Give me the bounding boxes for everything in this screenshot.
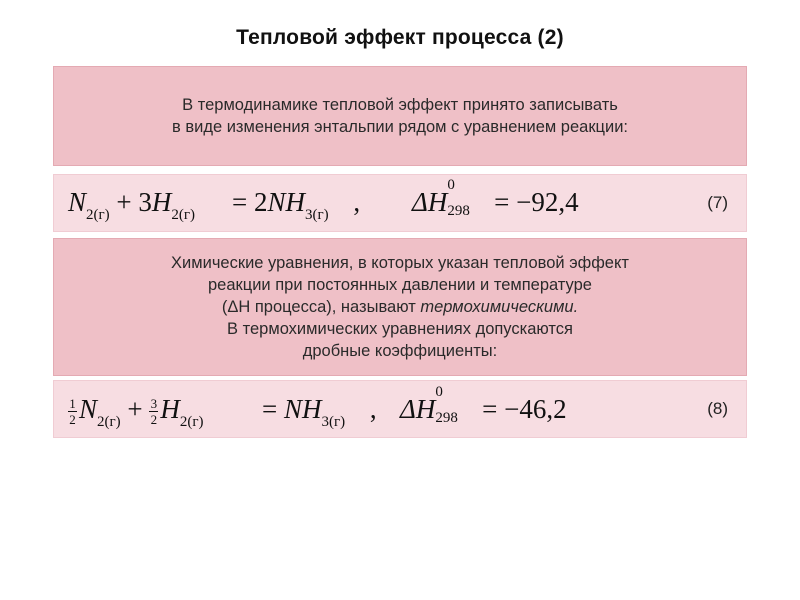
eq7-h2-state: 2(г) (171, 207, 196, 223)
eq8-delta-h-sub: 298 (435, 410, 458, 426)
eq8-frac-1-num: 1 (69, 396, 76, 412)
equation-8-enthalpy (400, 384, 567, 426)
eq8-comma: , (369, 394, 377, 424)
eq8-delta-h-sup: 0 (435, 384, 443, 400)
equation-7-enthalpy (412, 177, 579, 219)
intro-line-1: В термодинамике тепловой эффект принято записывать (182, 96, 618, 114)
eq8-frac-2 (149, 397, 158, 426)
thermochem-box (53, 238, 747, 376)
eq7-comma: , (353, 187, 361, 217)
intro-box (53, 66, 747, 166)
para-line-3: (ΔH процесса), называют (221, 298, 416, 316)
para-line-5: В термохимических уравнениях допускаются (227, 320, 573, 338)
eq7-delta-h-sup: 0 (447, 177, 455, 193)
eq8-value: = −46,2 (482, 394, 567, 424)
para-line-1: Химические уравнения, в которых указан тепловой эффект (171, 254, 629, 272)
eq7-nh3: NH (267, 187, 305, 217)
para-line-3-wrap (222, 296, 578, 318)
eq8-n2-state: 2(г) (97, 414, 121, 430)
eq7-plus: + 3 (116, 187, 152, 217)
equation-7-lhs (68, 187, 195, 224)
eq7-equals: = 2 (232, 187, 268, 217)
para-term-italic: термохимическими. (420, 298, 579, 316)
eq8-h2-state: 2(г) (179, 414, 204, 430)
eq8-frac-2-den: 2 (150, 412, 158, 428)
eq8-n2: N (79, 394, 98, 424)
eq8-frac-1-den: 2 (69, 412, 76, 428)
eq8-equals: = (262, 394, 278, 424)
equation-7-rhs (232, 187, 360, 224)
page-title: Тепловой эффект процесса (2) (236, 26, 564, 49)
eq7-h2: H (151, 187, 172, 217)
eq7-value: = −92,4 (494, 187, 579, 217)
eq8-h2: H (160, 394, 180, 424)
eq8-frac-1 (68, 397, 77, 426)
eq8-delta-h: ΔH (400, 394, 436, 424)
equation-8-rhs (262, 394, 377, 431)
eq7-delta-h: ΔH (412, 187, 448, 217)
eq7-nh3-state: 3(г) (305, 207, 329, 223)
eq8-frac-2-num: 3 (150, 396, 158, 412)
eq8-plus: + (127, 394, 143, 424)
intro-line-2: в виде изменения энтальпии рядом с уравнением реакции: (171, 118, 629, 136)
equation-7-number: (7) (707, 193, 728, 212)
para-line-2: реакции при постоянных давлении и температуре (208, 276, 592, 294)
equation-8-lhs (68, 394, 204, 431)
eq7-delta-h-sub: 298 (447, 203, 470, 219)
eq7-n2: N (68, 187, 87, 217)
eq7-n2-state: 2(г) (86, 207, 110, 223)
eq8-nh3: NH (283, 394, 322, 424)
eq8-nh3-state: 3(г) (321, 414, 346, 430)
equation-7-box (53, 174, 747, 232)
equation-8-box (53, 380, 747, 438)
para-line-6: дробные коэффициенты: (302, 342, 498, 360)
equation-8-number: (8) (707, 399, 728, 418)
